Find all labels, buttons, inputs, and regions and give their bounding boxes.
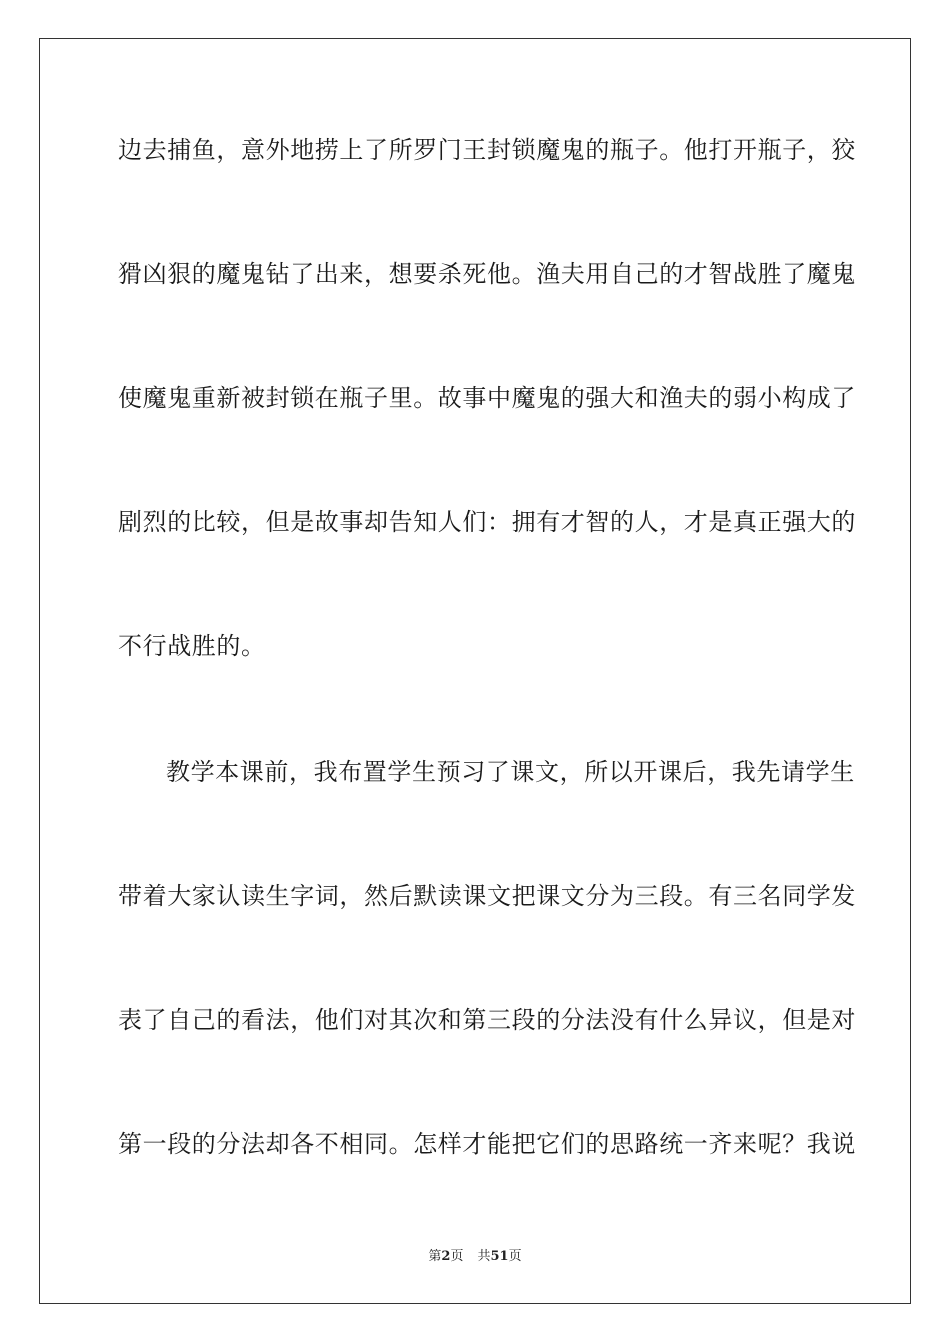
page-suffix: 页 [450, 1249, 464, 1264]
body-text-line: 猾凶狠的魔鬼钻了出来，想要杀死他。渔夫用自己的才智战胜了魔鬼 [118, 260, 856, 288]
total-pages: 51 [490, 1249, 509, 1264]
body-text-line: 第一段的分法却各不相同。怎样才能把它们的思路统一齐来呢？我说 [118, 1130, 856, 1158]
total-prefix: 共 [477, 1249, 491, 1264]
page-number: 2 [441, 1249, 451, 1264]
total-suffix: 页 [508, 1249, 522, 1264]
body-text-line: 不行战胜的。 [118, 632, 266, 660]
body-text-line: 带着大家认读生字词，然后默读课文把课文分为三段。有三名同学发 [118, 882, 856, 910]
body-text-line: 使魔鬼重新被封锁在瓶子里。故事中魔鬼的强大和渔夫的弱小构成了 [118, 384, 856, 412]
body-text-line: 边去捕鱼，意外地捞上了所罗门王封锁魔鬼的瓶子。他打开瓶子，狡 [118, 136, 856, 164]
page-footer [0, 1248, 950, 1266]
paragraph-start-line: 教学本课前，我布置学生预习了课文，所以开课后，我先请学生 [166, 758, 855, 786]
page-prefix: 第 [428, 1249, 442, 1264]
body-text-line: 剧烈的比较，但是故事却告知人们：拥有才智的人，才是真正强大的 [118, 508, 856, 536]
body-text-line: 表了自己的看法，他们对其次和第三段的分法没有什么异议，但是对 [118, 1006, 856, 1034]
page-border [39, 38, 911, 1304]
